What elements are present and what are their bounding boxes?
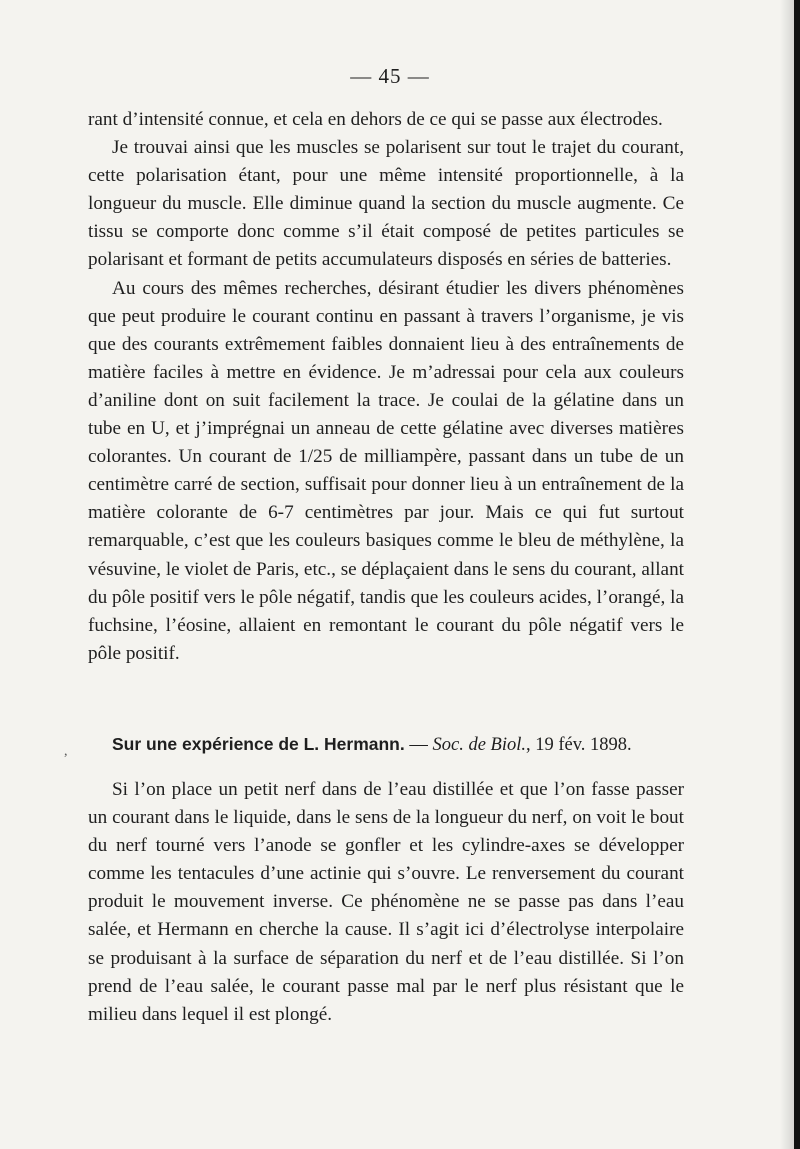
paragraph-hermann-experiment: Si l’on place un petit nerf dans de l’eau distillée et que l’on fasse passer un courant dans le liquide, dans le sens de la longueur du nerf, on voit le bout du nerf tourné vers l’anode se gonfler et les cylindre-axes se développer comme les tentacules d’une actinie qui s’ouvre. Le renversement du courant produit le mouvement inverse. Ce phénomène ne se passe pas dans l’eau salée, et Hermann en cherche la cause. Il s’agit ici d’électrolyse interpolaire se produisant à la surface de séparation du nerf et de l’eau distillée. Si l’on prend de l’eau salée, le courant passe mal par le nerf plus résistant que le milieu dans lequel il est plongé. — [88, 779, 684, 1025]
section-dash: — — [404, 735, 433, 755]
paragraph-aniline-experiment: Au cours des mêmes recherches, désirant étudier les divers phénomènes que peut produire le courant continu en passant à travers l’organisme, je vis que des courants extrêmement faibles donnaient lieu à des entraînements de matière faciles à mettre en évidence. Je m’adressai pour cela aux couleurs d’aniline dont on suit facilement la trace. Je coulai de la gélatine dans un tube en U, et j’imprégnai un anneau de cette gélatine avec diverses matières colorantes. Un courant de 1/25 de milliampère, passant dans un tube de un centimètre carré de section, suffisait pour donner lieu à un entraînement de la matière colorante de 6-7 centimètres par jour. Mais ce qui fut surtout remarquable, c’est que les couleurs basiques comme le bleu de méthylène, la vésuvine, le violet de Paris, etc., se déplaçaient dans le sens du courant, allant du pôle positif vers le pôle négatif, tandis que les couleurs acides, l’orangé, la fuchsine, l’éosine, allaient en remontant le courant du pôle négatif vers le pôle positif. — [88, 277, 684, 664]
page-number: — 45 — — [350, 64, 430, 88]
section-date: , 19 fév. 1898. — [526, 735, 632, 755]
section-source: Soc. de Biol. — [432, 735, 526, 755]
section-title: Sur une expérience de L. Hermann. — [112, 734, 405, 754]
scan-shadow — [780, 0, 794, 1149]
scan-edge — [794, 0, 800, 1149]
continuation-text — [88, 106, 684, 668]
paragraph-polarisation: Je trouvai ainsi que les muscles se polarisent sur tout le trajet du courant, cette polarisation étant, pour une même intensité proportionnelle, à la longueur du muscle. Elle diminue quand la section du muscle augmente. Ce tissu se comporte donc comme s’il était composé de petites particules se polarisant et formant de petits accumulateurs disposés en séries de batteries. — [88, 137, 684, 271]
stray-mark: , — [64, 744, 68, 759]
section-heading — [112, 734, 692, 756]
paragraph-continued: rant d’intensité connue, et cela en dehors de ce qui se passe aux électrodes. — [88, 109, 663, 130]
section-text — [88, 776, 684, 1029]
